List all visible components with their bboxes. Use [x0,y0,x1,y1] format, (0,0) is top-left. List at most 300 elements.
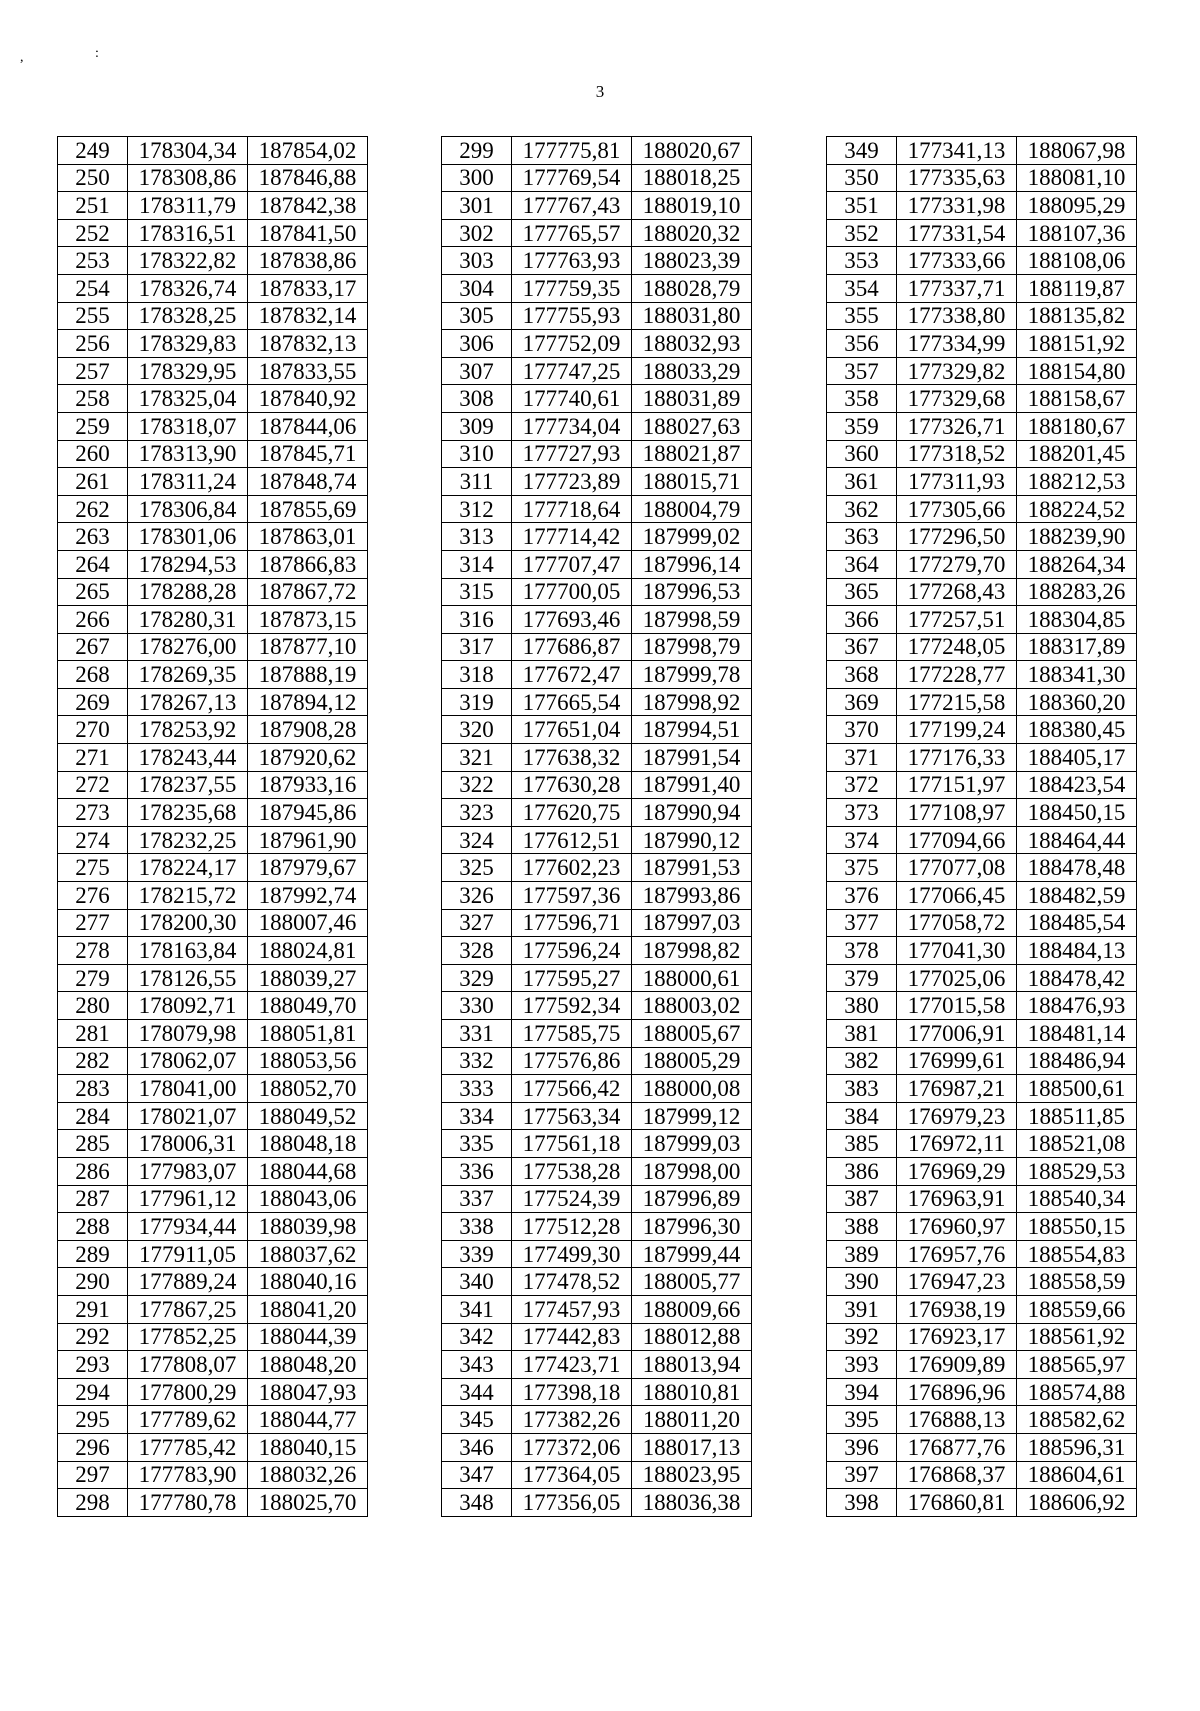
point-number-cell: 352 [827,219,897,247]
x-coordinate-cell: 176972,11 [897,1130,1017,1158]
point-number-cell: 365 [827,578,897,606]
y-coordinate-cell: 187997,03 [632,909,752,937]
y-coordinate-cell: 188012,88 [632,1323,752,1351]
y-coordinate-cell: 188135,82 [1017,302,1137,330]
y-coordinate-cell: 188158,67 [1017,385,1137,413]
point-number-cell: 364 [827,550,897,578]
table-row [442,192,752,220]
x-coordinate-cell: 177333,66 [897,247,1017,275]
y-coordinate-cell: 188021,87 [632,440,752,468]
y-coordinate-cell: 188017,13 [632,1433,752,1461]
y-coordinate-cell: 188039,27 [248,964,368,992]
x-coordinate-cell: 178092,71 [128,992,248,1020]
y-coordinate-cell: 187894,12 [248,688,368,716]
y-coordinate-cell: 188040,16 [248,1268,368,1296]
point-number-cell: 310 [442,440,512,468]
point-number-cell: 370 [827,716,897,744]
y-coordinate-cell: 188511,85 [1017,1102,1137,1130]
point-number-cell: 315 [442,578,512,606]
point-number-cell: 318 [442,661,512,689]
y-coordinate-cell: 188464,44 [1017,826,1137,854]
point-number-cell: 306 [442,330,512,358]
point-number-cell: 337 [442,1185,512,1213]
point-number-cell: 367 [827,633,897,661]
y-coordinate-cell: 187867,72 [248,578,368,606]
y-coordinate-cell: 188304,85 [1017,606,1137,634]
y-coordinate-cell: 188043,06 [248,1185,368,1213]
point-number-cell: 304 [442,274,512,302]
y-coordinate-cell: 187996,53 [632,578,752,606]
table-row [442,799,752,827]
y-coordinate-cell: 188239,90 [1017,523,1137,551]
x-coordinate-cell: 178200,30 [128,909,248,937]
table-row [58,1102,368,1130]
y-coordinate-cell: 187994,51 [632,716,752,744]
table-row [442,1489,752,1517]
point-number-cell: 396 [827,1433,897,1461]
y-coordinate-cell: 188053,56 [248,1047,368,1075]
table-row [442,1323,752,1351]
table-row [827,1047,1137,1075]
point-number-cell: 382 [827,1047,897,1075]
table-row [827,744,1137,772]
x-coordinate-cell: 177808,07 [128,1351,248,1379]
x-coordinate-cell: 177747,25 [512,357,632,385]
x-coordinate-cell: 177334,99 [897,330,1017,358]
point-number-cell: 344 [442,1378,512,1406]
table-row [827,550,1137,578]
y-coordinate-cell: 188478,48 [1017,854,1137,882]
y-coordinate-cell: 188005,29 [632,1047,752,1075]
x-coordinate-cell: 178235,68 [128,799,248,827]
y-coordinate-cell: 187998,79 [632,633,752,661]
point-number-cell: 301 [442,192,512,220]
table-row [58,137,368,165]
table-row [58,578,368,606]
x-coordinate-cell: 176987,21 [897,1075,1017,1103]
table-row [442,1130,752,1158]
table-row [827,385,1137,413]
table-row [442,137,752,165]
y-coordinate-cell: 188025,70 [248,1489,368,1517]
y-coordinate-cell: 188081,10 [1017,164,1137,192]
y-coordinate-cell: 188201,45 [1017,440,1137,468]
point-number-cell: 349 [827,137,897,165]
table-row [58,992,368,1020]
x-coordinate-cell: 176999,61 [897,1047,1017,1075]
y-coordinate-cell: 187998,59 [632,606,752,634]
point-number-cell: 300 [442,164,512,192]
table-row [827,1020,1137,1048]
y-coordinate-cell: 187998,82 [632,937,752,965]
x-coordinate-cell: 177538,28 [512,1157,632,1185]
y-coordinate-cell: 187873,15 [248,606,368,634]
x-coordinate-cell: 177305,66 [897,495,1017,523]
point-number-cell: 356 [827,330,897,358]
x-coordinate-cell: 177961,12 [128,1185,248,1213]
x-coordinate-cell: 177248,05 [897,633,1017,661]
y-coordinate-cell: 188013,94 [632,1351,752,1379]
y-coordinate-cell: 187990,94 [632,799,752,827]
y-coordinate-cell: 187920,62 [248,744,368,772]
y-coordinate-cell: 188044,68 [248,1157,368,1185]
y-coordinate-cell: 188020,67 [632,137,752,165]
x-coordinate-cell: 177318,52 [897,440,1017,468]
table-row [442,1185,752,1213]
table-row [58,274,368,302]
y-coordinate-cell: 188606,92 [1017,1489,1137,1517]
x-coordinate-cell: 176969,29 [897,1157,1017,1185]
point-number-cell: 264 [58,550,128,578]
table-row [58,1157,368,1185]
table-row [827,716,1137,744]
y-coordinate-cell: 188023,95 [632,1461,752,1489]
y-coordinate-cell: 188020,32 [632,219,752,247]
point-number-cell: 341 [442,1295,512,1323]
table-row [58,688,368,716]
table-row [442,1020,752,1048]
table-row [442,468,752,496]
x-coordinate-cell: 177934,44 [128,1213,248,1241]
table-row [442,1047,752,1075]
point-number-cell: 329 [442,964,512,992]
y-coordinate-cell: 188000,61 [632,964,752,992]
table-row [442,1433,752,1461]
y-coordinate-cell: 188283,26 [1017,578,1137,606]
point-number-cell: 354 [827,274,897,302]
table-row [58,1268,368,1296]
point-number-cell: 332 [442,1047,512,1075]
table-row [827,137,1137,165]
point-number-cell: 298 [58,1489,128,1517]
x-coordinate-cell: 176877,76 [897,1433,1017,1461]
y-coordinate-cell: 188007,46 [248,909,368,937]
y-coordinate-cell: 187996,14 [632,550,752,578]
y-coordinate-cell: 187993,86 [632,882,752,910]
y-coordinate-cell: 187945,86 [248,799,368,827]
point-number-cell: 254 [58,274,128,302]
point-number-cell: 317 [442,633,512,661]
point-number-cell: 375 [827,854,897,882]
x-coordinate-cell: 177596,71 [512,909,632,937]
y-coordinate-cell: 187991,53 [632,854,752,882]
point-number-cell: 256 [58,330,128,358]
y-coordinate-cell: 187979,67 [248,854,368,882]
point-number-cell: 258 [58,385,128,413]
point-number-cell: 379 [827,964,897,992]
y-coordinate-cell: 188180,67 [1017,412,1137,440]
table-row [58,1489,368,1517]
table-row [827,937,1137,965]
x-coordinate-cell: 177597,36 [512,882,632,910]
table-row [827,799,1137,827]
point-number-cell: 289 [58,1240,128,1268]
y-coordinate-cell: 188212,53 [1017,468,1137,496]
point-number-cell: 351 [827,192,897,220]
point-number-cell: 395 [827,1406,897,1434]
point-number-cell: 311 [442,468,512,496]
table-row [442,661,752,689]
y-coordinate-cell: 187845,71 [248,440,368,468]
x-coordinate-cell: 177215,58 [897,688,1017,716]
y-coordinate-cell: 188036,38 [632,1489,752,1517]
point-number-cell: 381 [827,1020,897,1048]
x-coordinate-cell: 177326,71 [897,412,1017,440]
y-coordinate-cell: 188224,52 [1017,495,1137,523]
table-row [827,606,1137,634]
y-coordinate-cell: 188000,08 [632,1075,752,1103]
x-coordinate-cell: 177279,70 [897,550,1017,578]
point-number-cell: 362 [827,495,897,523]
table-row [442,1075,752,1103]
x-coordinate-cell: 177331,54 [897,219,1017,247]
x-coordinate-cell: 177630,28 [512,771,632,799]
point-number-cell: 291 [58,1295,128,1323]
x-coordinate-cell: 178237,55 [128,771,248,799]
x-coordinate-cell: 177638,32 [512,744,632,772]
y-coordinate-cell: 188010,81 [632,1378,752,1406]
x-coordinate-cell: 178253,92 [128,716,248,744]
y-coordinate-cell: 188558,59 [1017,1268,1137,1296]
table-row [442,164,752,192]
point-number-cell: 255 [58,302,128,330]
point-number-cell: 387 [827,1185,897,1213]
point-number-cell: 392 [827,1323,897,1351]
y-coordinate-cell: 187863,01 [248,523,368,551]
y-coordinate-cell: 187999,44 [632,1240,752,1268]
x-coordinate-cell: 177672,47 [512,661,632,689]
y-coordinate-cell: 187990,12 [632,826,752,854]
y-coordinate-cell: 187908,28 [248,716,368,744]
point-number-cell: 347 [442,1461,512,1489]
x-coordinate-cell: 177602,23 [512,854,632,882]
y-coordinate-cell: 187998,00 [632,1157,752,1185]
x-coordinate-cell: 178126,55 [128,964,248,992]
point-number-cell: 359 [827,412,897,440]
point-number-cell: 321 [442,744,512,772]
point-number-cell: 283 [58,1075,128,1103]
y-coordinate-cell: 188119,87 [1017,274,1137,302]
y-coordinate-cell: 188450,15 [1017,799,1137,827]
x-coordinate-cell: 178316,51 [128,219,248,247]
x-coordinate-cell: 178267,13 [128,688,248,716]
y-coordinate-cell: 188052,70 [248,1075,368,1103]
table-row [827,247,1137,275]
x-coordinate-cell: 178006,31 [128,1130,248,1158]
x-coordinate-cell: 177734,04 [512,412,632,440]
table-row [827,688,1137,716]
y-coordinate-cell: 187991,54 [632,744,752,772]
x-coordinate-cell: 177372,06 [512,1433,632,1461]
x-coordinate-cell: 177066,45 [897,882,1017,910]
point-number-cell: 378 [827,937,897,965]
x-coordinate-cell: 177596,24 [512,937,632,965]
table-row [58,330,368,358]
x-coordinate-cell: 177499,30 [512,1240,632,1268]
x-coordinate-cell: 178322,82 [128,247,248,275]
point-number-cell: 296 [58,1433,128,1461]
point-number-cell: 292 [58,1323,128,1351]
point-number-cell: 328 [442,937,512,965]
x-coordinate-cell: 178021,07 [128,1102,248,1130]
scan-mark: : [95,46,99,61]
x-coordinate-cell: 176896,96 [897,1378,1017,1406]
table-row [827,1295,1137,1323]
x-coordinate-cell: 176860,81 [897,1489,1017,1517]
point-number-cell: 294 [58,1378,128,1406]
y-coordinate-cell: 188478,42 [1017,964,1137,992]
y-coordinate-cell: 187888,19 [248,661,368,689]
table-row [827,219,1137,247]
x-coordinate-cell: 178326,74 [128,274,248,302]
point-number-cell: 335 [442,1130,512,1158]
y-coordinate-cell: 187854,02 [248,137,368,165]
x-coordinate-cell: 177723,89 [512,468,632,496]
x-coordinate-cell: 177457,93 [512,1295,632,1323]
table-row [442,606,752,634]
y-coordinate-cell: 187999,02 [632,523,752,551]
table-row [827,661,1137,689]
x-coordinate-cell: 178313,90 [128,440,248,468]
y-coordinate-cell: 187833,55 [248,357,368,385]
table-row [442,1406,752,1434]
x-coordinate-cell: 177714,42 [512,523,632,551]
x-coordinate-cell: 177852,25 [128,1323,248,1351]
point-number-cell: 369 [827,688,897,716]
y-coordinate-cell: 188482,59 [1017,882,1137,910]
x-coordinate-cell: 177595,27 [512,964,632,992]
table-row [442,1213,752,1241]
point-number-cell: 336 [442,1157,512,1185]
y-coordinate-cell: 188048,18 [248,1130,368,1158]
y-coordinate-cell: 188040,15 [248,1433,368,1461]
coordinate-tables [0,136,1200,1596]
y-coordinate-cell: 188067,98 [1017,137,1137,165]
point-number-cell: 393 [827,1351,897,1379]
point-number-cell: 389 [827,1240,897,1268]
table-row [827,578,1137,606]
x-coordinate-cell: 177789,62 [128,1406,248,1434]
y-coordinate-cell: 187996,30 [632,1213,752,1241]
table-row [442,909,752,937]
x-coordinate-cell: 178276,00 [128,633,248,661]
point-number-cell: 274 [58,826,128,854]
table-row [827,274,1137,302]
x-coordinate-cell: 177176,33 [897,744,1017,772]
point-number-cell: 360 [827,440,897,468]
table-row [442,1157,752,1185]
point-number-cell: 261 [58,468,128,496]
table-row [58,799,368,827]
x-coordinate-cell: 178328,25 [128,302,248,330]
x-coordinate-cell: 177765,57 [512,219,632,247]
point-number-cell: 284 [58,1102,128,1130]
table-row [827,1130,1137,1158]
x-coordinate-cell: 177338,80 [897,302,1017,330]
y-coordinate-cell: 188521,08 [1017,1130,1137,1158]
x-coordinate-cell: 178311,79 [128,192,248,220]
x-coordinate-cell: 178318,07 [128,412,248,440]
scan-mark: , [20,50,24,65]
y-coordinate-cell: 188559,66 [1017,1295,1137,1323]
y-coordinate-cell: 188423,54 [1017,771,1137,799]
x-coordinate-cell: 176938,19 [897,1295,1017,1323]
x-coordinate-cell: 176888,13 [897,1406,1017,1434]
table-row [58,1351,368,1379]
table-row [58,909,368,937]
table-row [58,661,368,689]
y-coordinate-cell: 187841,50 [248,219,368,247]
y-coordinate-cell: 188565,97 [1017,1351,1137,1379]
y-coordinate-cell: 187992,74 [248,882,368,910]
y-coordinate-cell: 188003,02 [632,992,752,1020]
point-number-cell: 327 [442,909,512,937]
x-coordinate-cell: 177025,06 [897,964,1017,992]
point-number-cell: 281 [58,1020,128,1048]
x-coordinate-cell: 177740,61 [512,385,632,413]
x-coordinate-cell: 177398,18 [512,1378,632,1406]
table-row [58,192,368,220]
point-number-cell: 260 [58,440,128,468]
point-number-cell: 325 [442,854,512,882]
table-row [827,1433,1137,1461]
y-coordinate-cell: 188380,45 [1017,716,1137,744]
table-row [58,523,368,551]
point-number-cell: 385 [827,1130,897,1158]
point-number-cell: 313 [442,523,512,551]
table-row [58,826,368,854]
table-row [58,219,368,247]
x-coordinate-cell: 177423,71 [512,1351,632,1379]
x-coordinate-cell: 176979,23 [897,1102,1017,1130]
table-row [827,826,1137,854]
y-coordinate-cell: 187877,10 [248,633,368,661]
y-coordinate-cell: 188037,62 [248,1240,368,1268]
x-coordinate-cell: 177665,54 [512,688,632,716]
point-number-cell: 263 [58,523,128,551]
point-number-cell: 305 [442,302,512,330]
table-row [827,412,1137,440]
point-number-cell: 308 [442,385,512,413]
x-coordinate-cell: 178329,95 [128,357,248,385]
table-row [442,1461,752,1489]
x-coordinate-cell: 177763,93 [512,247,632,275]
point-number-cell: 380 [827,992,897,1020]
table-row [442,440,752,468]
y-coordinate-cell: 188031,89 [632,385,752,413]
table-row [827,1351,1137,1379]
table-row [442,330,752,358]
x-coordinate-cell: 177769,54 [512,164,632,192]
x-coordinate-cell: 178062,07 [128,1047,248,1075]
table-row [58,164,368,192]
table-row [442,826,752,854]
point-number-cell: 253 [58,247,128,275]
y-coordinate-cell: 187999,12 [632,1102,752,1130]
x-coordinate-cell: 178243,44 [128,744,248,772]
table-row [827,1268,1137,1296]
point-number-cell: 299 [442,137,512,165]
point-number-cell: 265 [58,578,128,606]
table-row [58,385,368,413]
page-number: 3 [595,82,605,101]
table-row [442,357,752,385]
table-row [58,302,368,330]
x-coordinate-cell: 176963,91 [897,1185,1017,1213]
x-coordinate-cell: 178288,28 [128,578,248,606]
table-row [442,1102,752,1130]
y-coordinate-cell: 187844,06 [248,412,368,440]
